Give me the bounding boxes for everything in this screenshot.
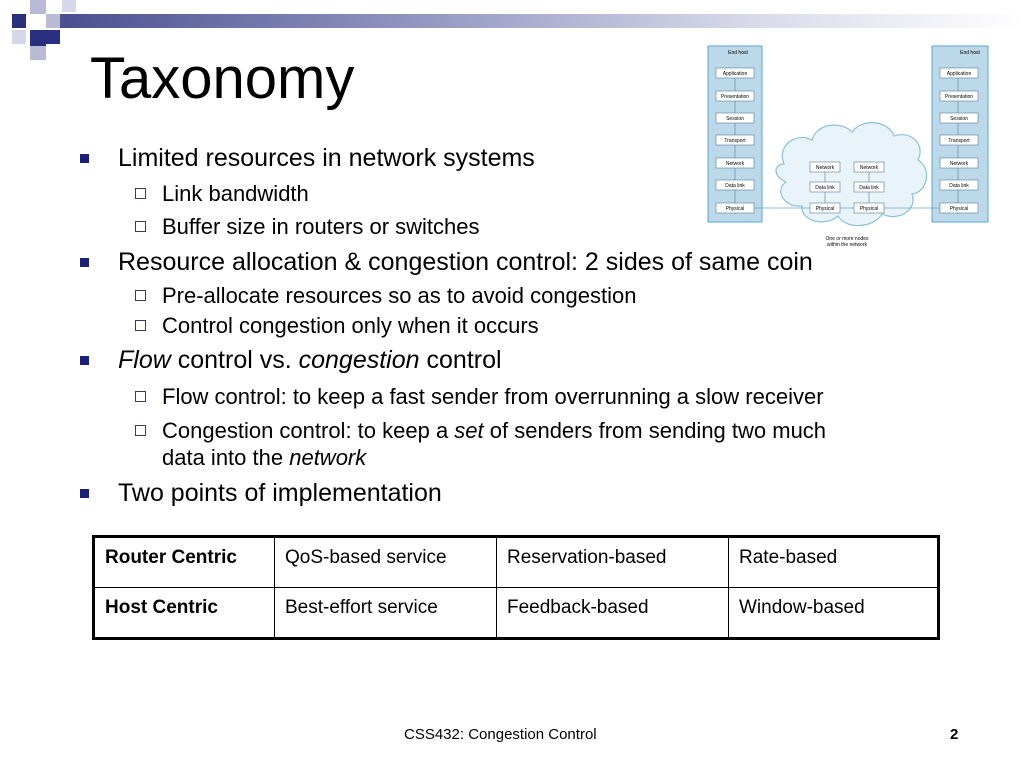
table-row	[94, 588, 939, 639]
hollow-square-icon	[135, 425, 146, 436]
table-cell: Rate-based	[729, 537, 939, 588]
implementation-table	[92, 535, 940, 640]
right-layer-network: Network	[949, 161, 969, 167]
right-layer-application: Application	[946, 71, 972, 77]
left-layer-presentation: Presentation	[720, 94, 750, 100]
corner-square-5	[12, 30, 26, 44]
hollow-square-icon	[135, 290, 146, 301]
router1-datalink: Data link	[815, 185, 835, 191]
right-layer-session: Session	[950, 116, 968, 122]
hollow-square-icon	[135, 320, 146, 331]
router2-physical: Physical	[859, 206, 879, 212]
table-cell: Host Centric	[94, 588, 275, 639]
corner-square-1	[12, 14, 26, 28]
sub-bullet-2-2-text: Control congestion only when it occurs	[162, 313, 539, 338]
bullet-square-icon	[80, 154, 89, 163]
router1-physical: Physical	[815, 206, 835, 212]
left-layer-application: Application	[722, 71, 748, 77]
left-layer-datalink: Data link	[725, 183, 745, 189]
sub-bullet-3-1-text: Flow control: to keep a fast sender from overrunning a slow receiver	[162, 384, 824, 409]
cloud-caption-line1: One or more nodes	[825, 236, 869, 242]
right-layer-transport: Transport	[948, 138, 970, 144]
bullet-2-text: Resource allocation & congestion control: 2 sides of same coin	[118, 248, 813, 276]
bullet-1-text: Limited resources in network systems	[118, 144, 535, 172]
left-layer-transport: Transport	[724, 138, 746, 144]
hollow-square-icon	[135, 188, 146, 199]
sub-bullet-2-1-text: Pre-allocate resources so as to avoid congestion	[162, 283, 637, 308]
right-layer-physical: Physical	[949, 206, 969, 212]
table-cell: Reservation-based	[497, 537, 729, 588]
corner-square-3	[46, 14, 60, 28]
bullet-square-icon	[80, 489, 89, 498]
table-cell: Window-based	[729, 588, 939, 639]
router1-network: Network	[815, 165, 835, 171]
table-row	[94, 537, 939, 588]
corner-square-8	[62, 0, 76, 12]
sub-bullet-3-2-text: Congestion control: to keep a set of senders from sending two much	[162, 418, 827, 443]
sub-bullet-1-1-text: Link bandwidth	[162, 181, 309, 206]
hollow-square-icon	[135, 391, 146, 402]
corner-square-4	[30, 30, 46, 46]
bullet-4-text: Two points of implementation	[118, 479, 442, 507]
table-cell: QoS-based service	[275, 537, 497, 588]
right-layer-presentation: Presentation	[944, 94, 974, 100]
right-layer-datalink: Data link	[949, 183, 969, 189]
bullet-square-icon	[80, 356, 89, 365]
bullet-square-icon	[80, 258, 89, 267]
corner-square-2	[30, 0, 46, 14]
left-layer-physical: Physical	[725, 206, 745, 212]
corner-square-6	[46, 30, 60, 44]
router2-network: Network	[859, 165, 879, 171]
slide-footer	[0, 726, 1024, 746]
footer-course: CSS432: Congestion Control	[404, 726, 597, 743]
title-band	[60, 14, 1024, 28]
network-cloud	[776, 123, 927, 226]
page-number: 2	[950, 726, 959, 743]
router2-datalink: Data link	[859, 185, 879, 191]
sub-bullet-1-2-text: Buffer size in routers or switches	[162, 214, 480, 239]
left-host-label: End host	[728, 50, 748, 56]
right-host-label: End host	[960, 50, 980, 56]
table-cell: Router Centric	[94, 537, 275, 588]
bullet-3-text: Flow control vs. congestion control	[118, 346, 502, 374]
slide-title: Taxonomy	[90, 46, 355, 111]
left-layer-network: Network	[725, 161, 745, 167]
hollow-square-icon	[135, 221, 146, 232]
table-cell: Best-effort service	[275, 588, 497, 639]
table-cell: Feedback-based	[497, 588, 729, 639]
left-layer-session: Session	[726, 116, 744, 122]
sub-bullet-3-2-text-line2: data into the network	[162, 445, 367, 470]
corner-square-7	[30, 46, 46, 60]
cloud-caption-line2: within the network	[826, 242, 868, 248]
